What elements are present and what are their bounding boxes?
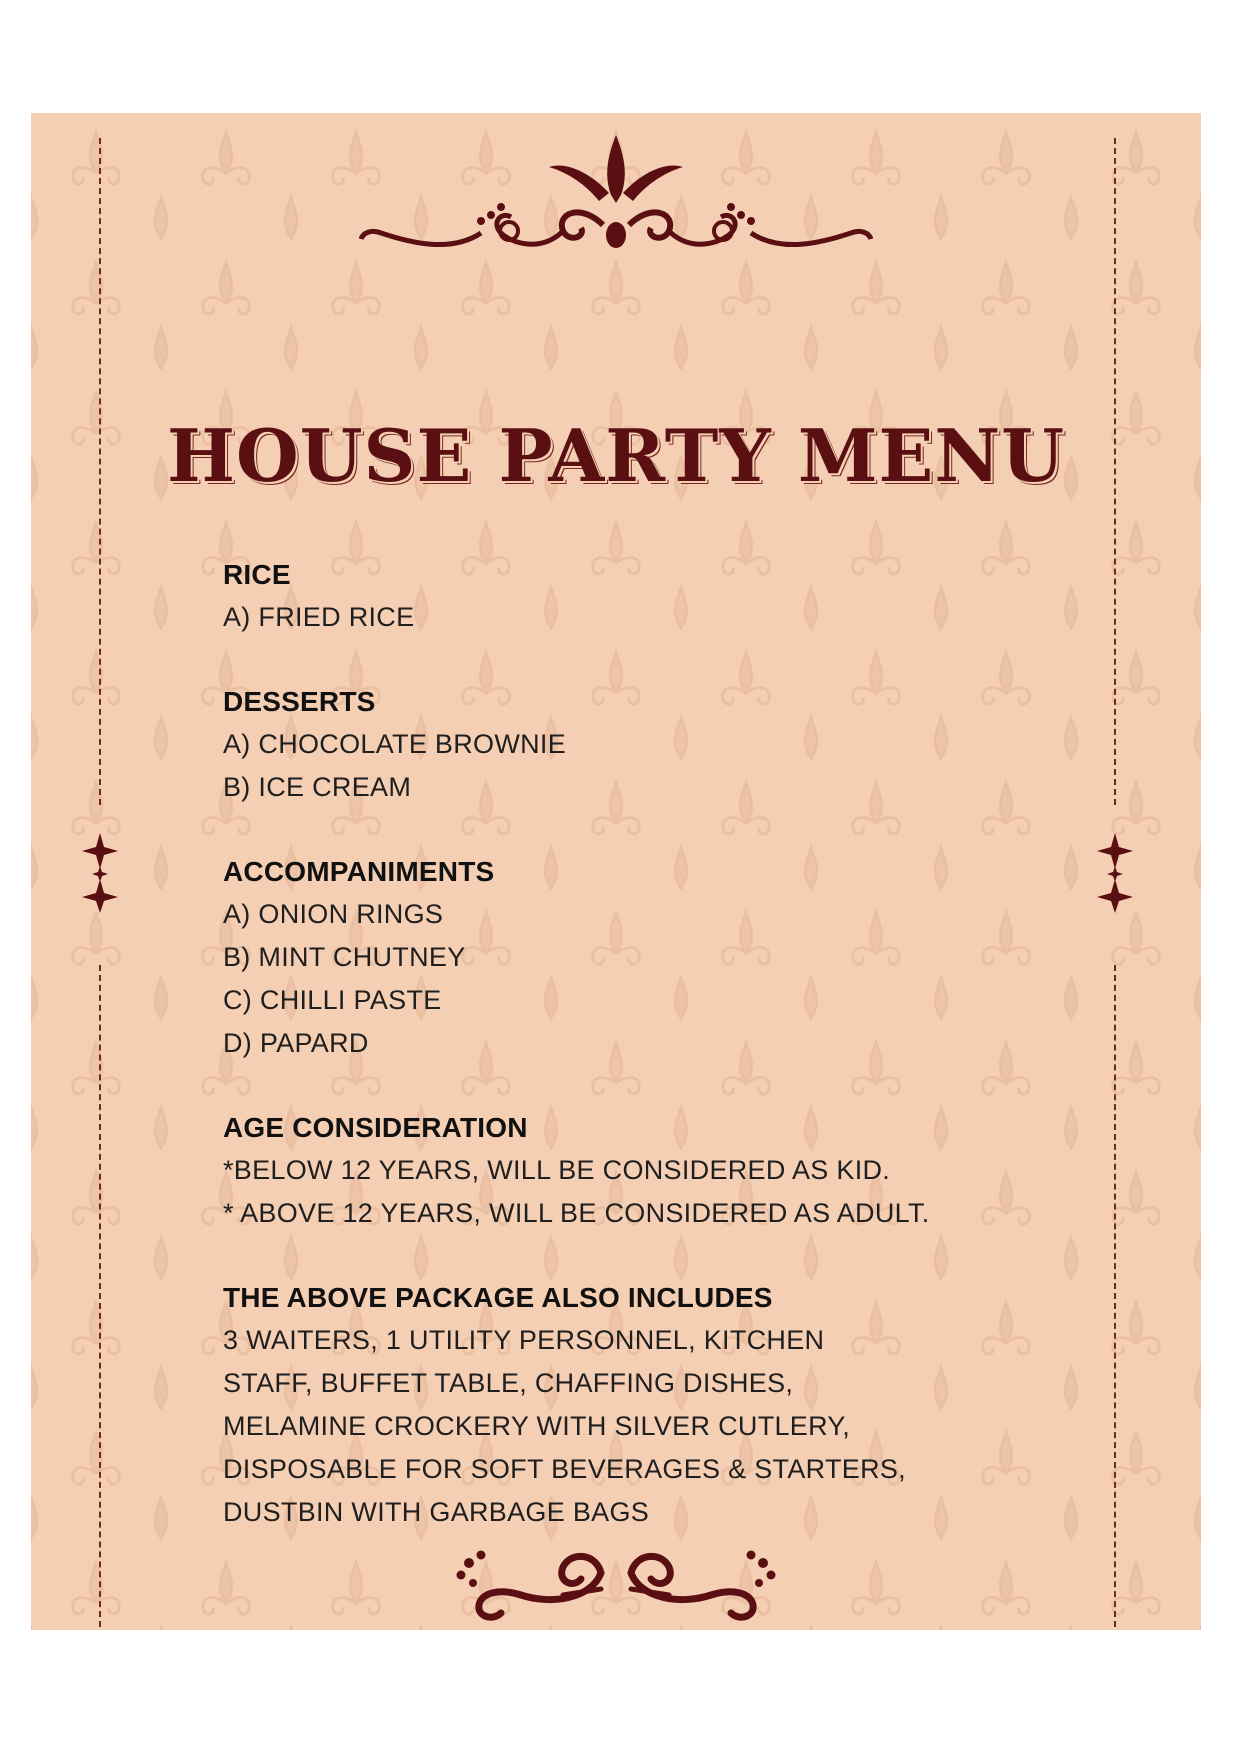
menu-item: A) FRIED RICE [223, 602, 415, 632]
section-heading: RICE [223, 559, 291, 590]
menu-item: A) ONION RINGS [223, 899, 444, 929]
fleur-de-lis-flourish-icon [341, 133, 891, 263]
left-dashed-border-bottom [99, 965, 101, 1627]
diamond-stars-icon [1095, 833, 1135, 913]
menu-note: * ABOVE 12 YEARS, WILL BE CONSIDERED AS ADULT. [223, 1198, 930, 1228]
diamond-stars-icon [80, 833, 120, 913]
package-line: DISPOSABLE FOR SOFT BEVERAGES & STARTERS, [223, 1454, 906, 1484]
menu-card [31, 113, 1201, 1630]
menu-section-rice [223, 553, 1043, 639]
section-heading: AGE CONSIDERATION [223, 1112, 528, 1143]
menu-item: C) CHILLI PASTE [223, 985, 442, 1015]
package-line: DUSTBIN WITH GARBAGE BAGS [223, 1497, 650, 1527]
right-dashed-border-bottom [1114, 965, 1116, 1627]
menu-content [223, 553, 1043, 1575]
menu-section-age-consideration [223, 1106, 1043, 1235]
package-line: STAFF, BUFFET TABLE, CHAFFING DISHES, [223, 1368, 794, 1398]
menu-section-package-includes [223, 1276, 1043, 1534]
menu-item: B) ICE CREAM [223, 772, 412, 802]
menu-item: B) MINT CHUTNEY [223, 942, 466, 972]
section-heading: THE ABOVE PACKAGE ALSO INCLUDES [223, 1282, 773, 1313]
menu-note: *BELOW 12 YEARS, WILL BE CONSIDERED AS KID. [223, 1155, 891, 1185]
package-line: MELAMINE CROCKERY WITH SILVER CUTLERY, [223, 1411, 851, 1441]
scroll-flourish-icon [451, 1533, 781, 1623]
menu-item: D) PAPARD [223, 1028, 369, 1058]
menu-section-desserts [223, 680, 1043, 809]
menu-item: A) CHOCOLATE BROWNIE [223, 729, 567, 759]
package-line: 3 WAITERS, 1 UTILITY PERSONNEL, KITCHEN [223, 1325, 825, 1355]
menu-section-accompaniments [223, 850, 1043, 1065]
section-heading: ACCOMPANIMENTS [223, 856, 495, 887]
page-title: HOUSE PARTY MENU [166, 413, 1066, 498]
section-heading: DESSERTS [223, 686, 376, 717]
